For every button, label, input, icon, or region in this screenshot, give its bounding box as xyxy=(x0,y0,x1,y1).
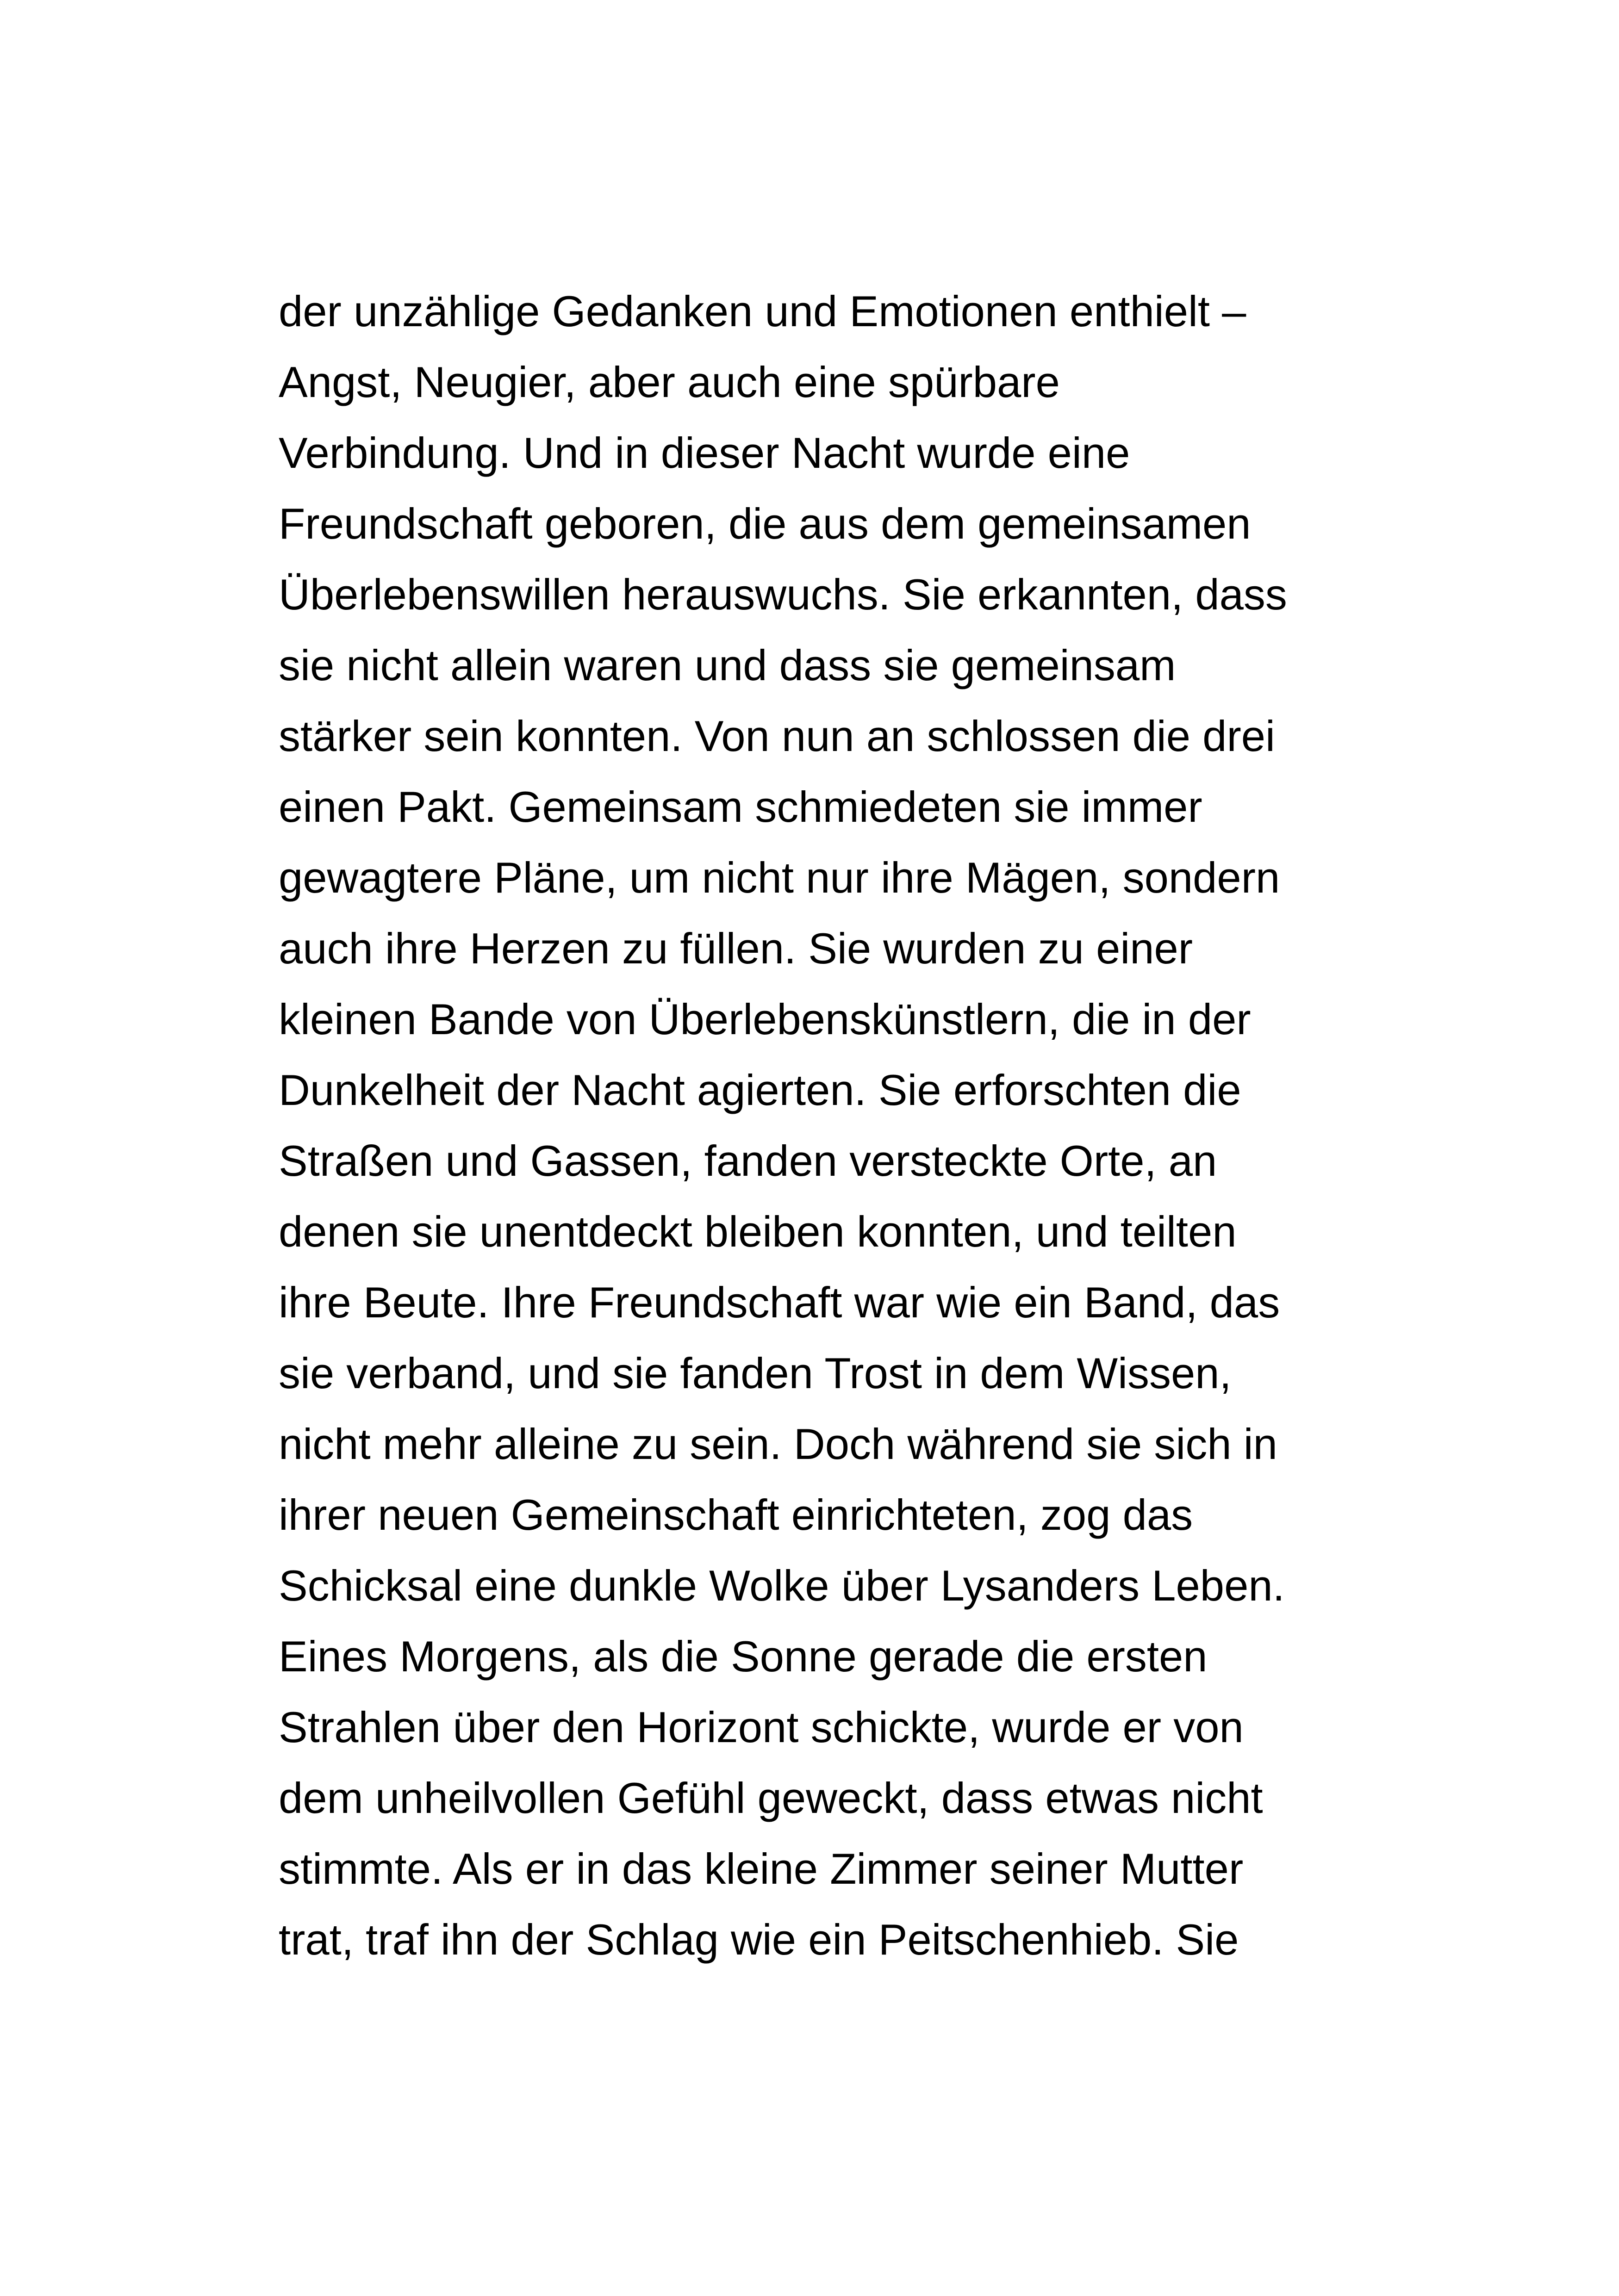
text-line: Dunkelheit der Nacht agierten. Sie erforschten die xyxy=(279,1066,1241,1114)
text-line: Straßen und Gassen, fanden versteckte Orte, an xyxy=(279,1136,1217,1185)
text-line: Überlebenswillen herauswuchs. Sie erkannten, dass xyxy=(279,570,1287,619)
text-line: Verbindung. Und in dieser Nacht wurde eine xyxy=(279,428,1130,477)
text-line: stärker sein konnten. Von nun an schlossen die drei xyxy=(279,712,1275,760)
text-line: Eines Morgens, als die Sonne gerade die ersten xyxy=(279,1632,1208,1681)
text-line: denen sie unentdeckt bleiben konnten, und teilten xyxy=(279,1207,1237,1256)
body-text xyxy=(279,276,1389,1975)
text-line: sie nicht allein waren und dass sie gemeinsam xyxy=(279,641,1176,689)
text-line: stimmte. Als er in das kleine Zimmer seiner Mutter xyxy=(279,1844,1244,1893)
text-line: auch ihre Herzen zu füllen. Sie wurden zu einer xyxy=(279,924,1193,973)
text-line: sie verband, und sie fanden Trost in dem Wissen, xyxy=(279,1349,1232,1397)
text-line: einen Pakt. Gemeinsam schmiedeten sie immer xyxy=(279,782,1202,831)
text-line: kleinen Bande von Überlebenskünstlern, die in der xyxy=(279,995,1251,1043)
text-line: Freundschaft geboren, die aus dem gemeinsamen xyxy=(279,499,1251,548)
text-line: nicht mehr alleine zu sein. Doch während sie sich in xyxy=(279,1420,1277,1468)
text-line: Schicksal eine dunkle Wolke über Lysanders Leben. xyxy=(279,1561,1285,1610)
text-line: ihre Beute. Ihre Freundschaft war wie ein Band, das xyxy=(279,1278,1280,1327)
text-line: Strahlen über den Horizont schickte, wurde er von xyxy=(279,1703,1244,1751)
text-line: ihrer neuen Gemeinschaft einrichteten, zog das xyxy=(279,1490,1193,1539)
text-line: trat, traf ihn der Schlag wie ein Peitschenhieb. Sie xyxy=(279,1915,1239,1964)
text-line: dem unheilvollen Gefühl geweckt, dass etwas nicht xyxy=(279,1774,1263,1822)
text-line: Angst, Neugier, aber auch eine spürbare xyxy=(279,358,1060,406)
text-line: gewagtere Pläne, um nicht nur ihre Mägen, sondern xyxy=(279,853,1280,902)
text-line: der unzählige Gedanken und Emotionen enthielt – xyxy=(279,287,1246,335)
